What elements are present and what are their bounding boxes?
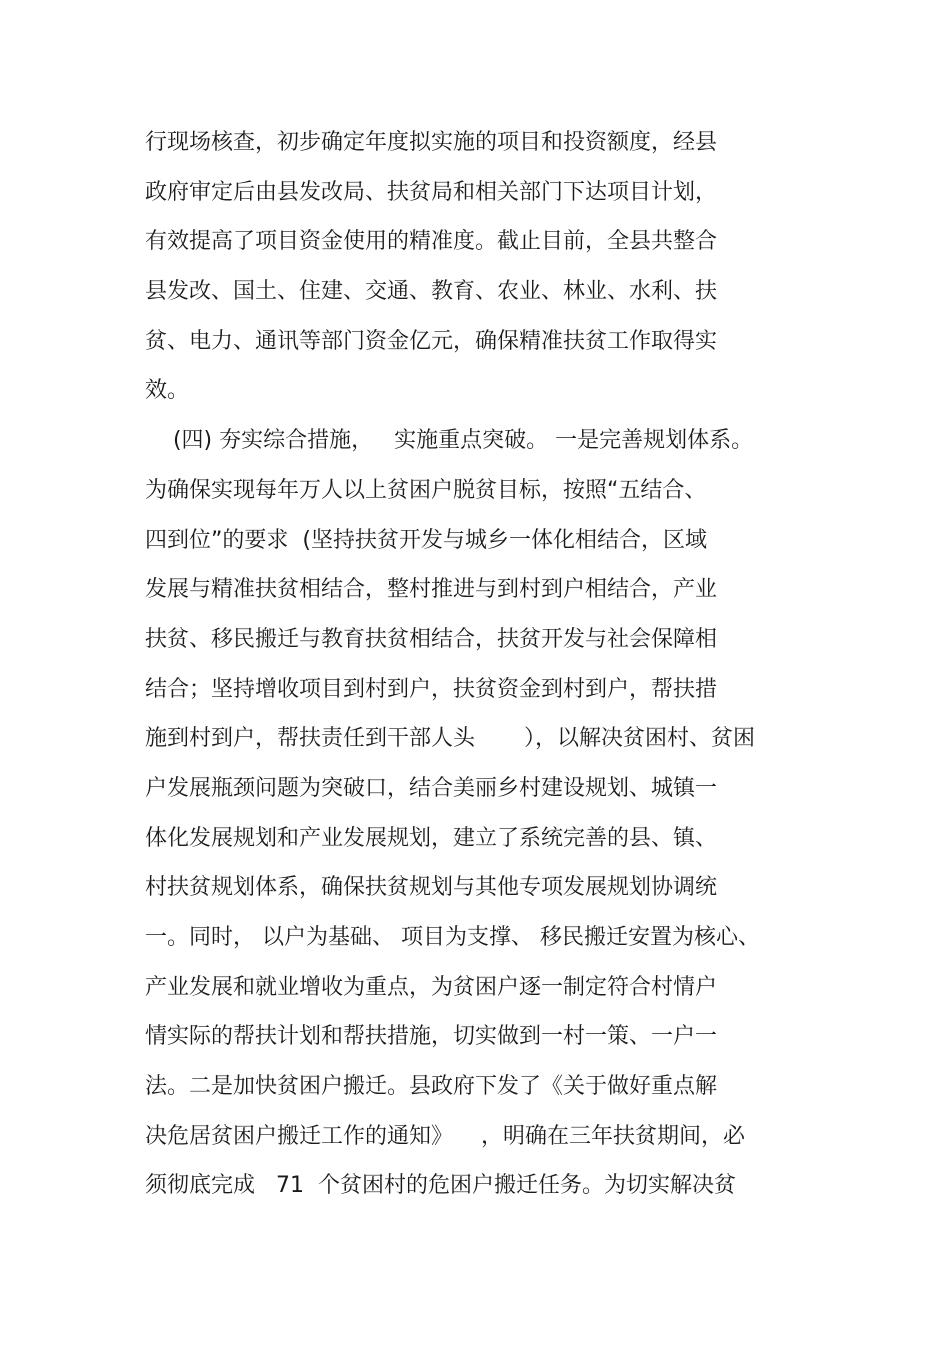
text-line: 发展与精准扶贫相结合，整村推进与到村到户相结合，产业 (145, 577, 718, 603)
text-line: 村扶贫规划体系，确保扶贫规划与其他专项发展规划协调统 (145, 875, 718, 901)
text-line: 产业发展和就业增收为重点，为贫困户逐一制定符合村情户 (145, 974, 718, 1000)
text-line: 户发展瓶颈问题为突破口，结合美丽乡村建设规划、城镇一 (145, 775, 718, 801)
text-line: 法。二是加快贫困户搬迁。县政府下发了《关于做好重点解 (145, 1074, 718, 1100)
text-line: 一。同时， 以户为基础、 项目为支撑、 移民搬迁安置为核心、 (145, 925, 760, 950)
text-line: 效。 (145, 378, 190, 404)
text-line: 须彻底完成 71 个贫困村的危困户搬迁任务。为切实解决贫 (145, 1173, 736, 1199)
text-line: 扶贫、移民搬迁与教育扶贫相结合，扶贫开发与社会保障相 (145, 626, 718, 652)
text-line: 四到位”的要求 (坚持扶贫开发与城乡一体化相结合，区域 (145, 527, 707, 553)
text-line: 县发改、国土、住建、交通、教育、农业、林业、水利、扶 (145, 279, 718, 305)
text-line: (四) 夯实综合措施， 实施重点突破。 一是完善规划体系。 (145, 428, 754, 454)
text-line: 情实际的帮扶计划和帮扶措施，切实做到一村一策、一户一 (145, 1024, 718, 1050)
body-text (145, 118, 935, 1211)
text-line: 为确保实现每年万人以上贫困户脱贫目标，按照“五结合、 (145, 477, 707, 503)
text-line: 贫、电力、通讯等部门资金亿元，确保精准扶贫工作取得实 (145, 328, 718, 354)
text-line: 决危居贫困户搬迁工作的通知》 ，明确在三年扶贫期间，必 (145, 1123, 745, 1149)
text-line: 体化发展规划和产业发展规划，建立了系统完善的县、镇、 (145, 825, 718, 851)
text-line: 政府审定后由县发改局、扶贫局和相关部门下达项目计划， (145, 179, 718, 205)
text-line: 结合；坚持增收项目到村到户，扶贫资金到村到户，帮扶措 (145, 676, 718, 702)
text-line: 施到村到户，帮扶责任到干部人头 ），以解决贫困村、贫困 (145, 726, 755, 752)
text-line: 有效提高了项目资金使用的精准度。截止目前，全县共整合 (145, 229, 718, 255)
text-line: 行现场核查，初步确定年度拟实施的项目和投资额度，经县 (145, 130, 718, 155)
